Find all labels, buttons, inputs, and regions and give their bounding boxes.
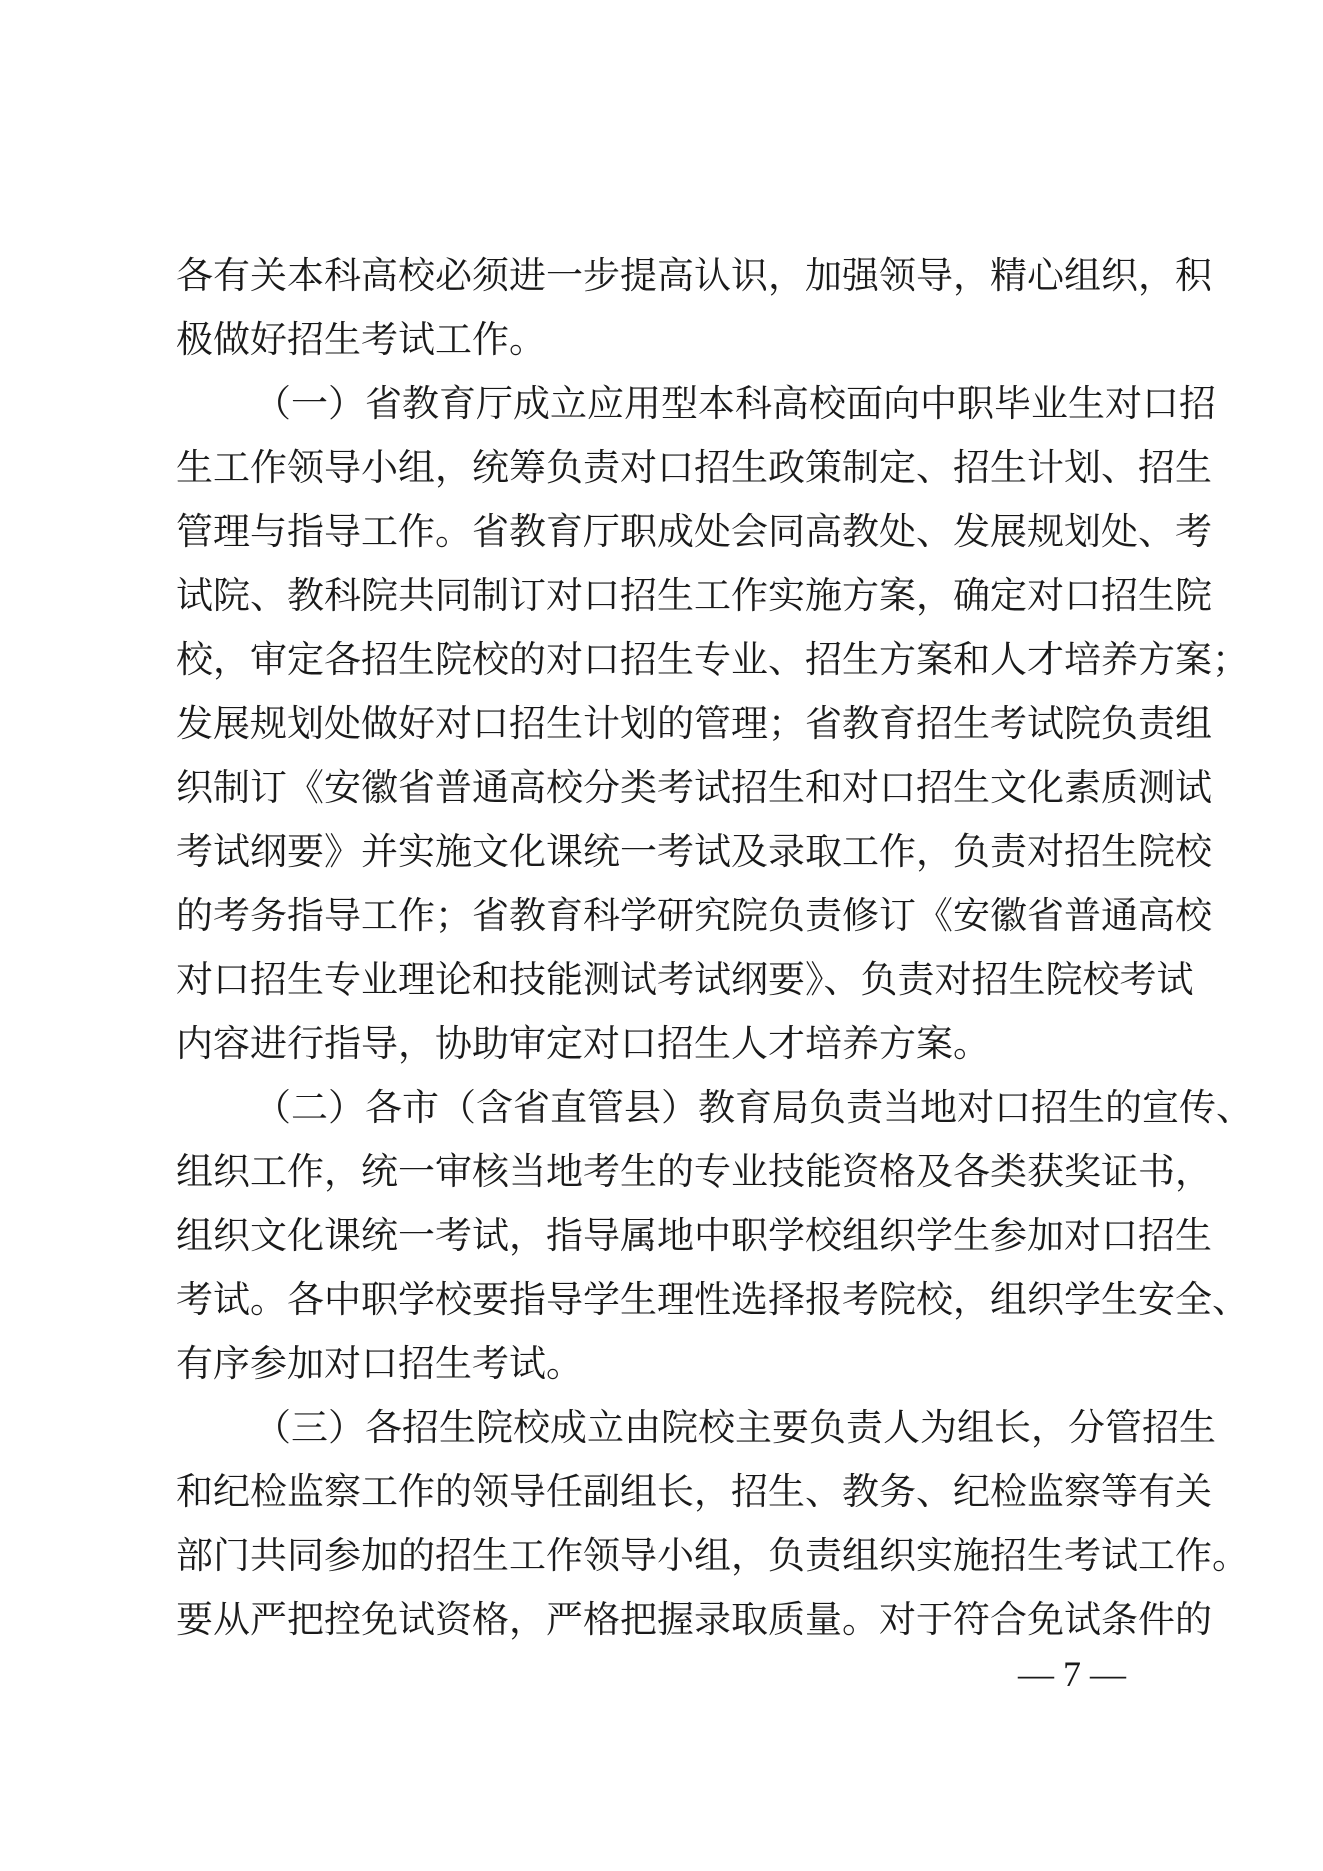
text-line: 组织文化课统一考试，指导属地中职学校组织学生参加对口招生 <box>176 1214 1212 1257</box>
text-line: 的考务指导工作；省教育科学研究院负责修订《安徽省普通高校 <box>176 894 1212 937</box>
text-line: 要从严把控免试资格，严格把握录取质量。对于符合免试条件的 <box>176 1598 1212 1641</box>
paragraph-3-heading-line: （三）各招生院校成立由院校主要负责人为组长，分管招生 <box>254 1406 1216 1449</box>
text-line: 和纪检监察工作的领导任副组长，招生、教务、纪检监察等有关 <box>176 1470 1212 1513</box>
text-line: 内容进行指导，协助审定对口招生人才培养方案。 <box>176 1022 990 1065</box>
paragraph-2-heading-line: （二）各市（含省直管县）教育局负责当地对口招生的宣传、 <box>254 1086 1253 1129</box>
text-line: 各有关本科高校必须进一步提高认识，加强领导，精心组织，积 <box>176 254 1212 297</box>
text-line: 发展规划处做好对口招生计划的管理；省教育招生考试院负责组 <box>176 702 1212 745</box>
paragraph-1-heading-line: （一）省教育厅成立应用型本科高校面向中职毕业生对口招 <box>254 382 1216 425</box>
text-line: 生工作领导小组，统筹负责对口招生政策制定、招生计划、招生 <box>176 446 1212 489</box>
text-line: 织制订《安徽省普通高校分类考试招生和对口招生文化素质测试 <box>176 766 1212 809</box>
text-line: 部门共同参加的招生工作领导小组，负责组织实施招生考试工作。 <box>176 1534 1249 1577</box>
text-line: 考试纲要》并实施文化课统一考试及录取工作，负责对招生院校 <box>176 830 1212 873</box>
text-line: 有序参加对口招生考试。 <box>176 1342 583 1385</box>
text-line: 对口招生专业理论和技能测试考试纲要》、负责对招生院校考试 <box>176 958 1194 1001</box>
page-number: — 7 — <box>1018 1654 1126 1694</box>
text-line: 极做好招生考试工作。 <box>176 318 546 361</box>
text-line: 组织工作，统一审核当地考生的专业技能资格及各类获奖证书， <box>176 1150 1212 1193</box>
text-line: 管理与指导工作。省教育厅职成处会同高教处、发展规划处、考 <box>176 510 1212 553</box>
text-line: 考试。各中职学校要指导学生理性选择报考院校，组织学生安全、 <box>176 1278 1249 1321</box>
text-line: 校，审定各招生院校的对口招生专业、招生方案和人才培养方案； <box>176 638 1249 681</box>
text-line: 试院、教科院共同制订对口招生工作实施方案，确定对口招生院 <box>176 574 1212 617</box>
